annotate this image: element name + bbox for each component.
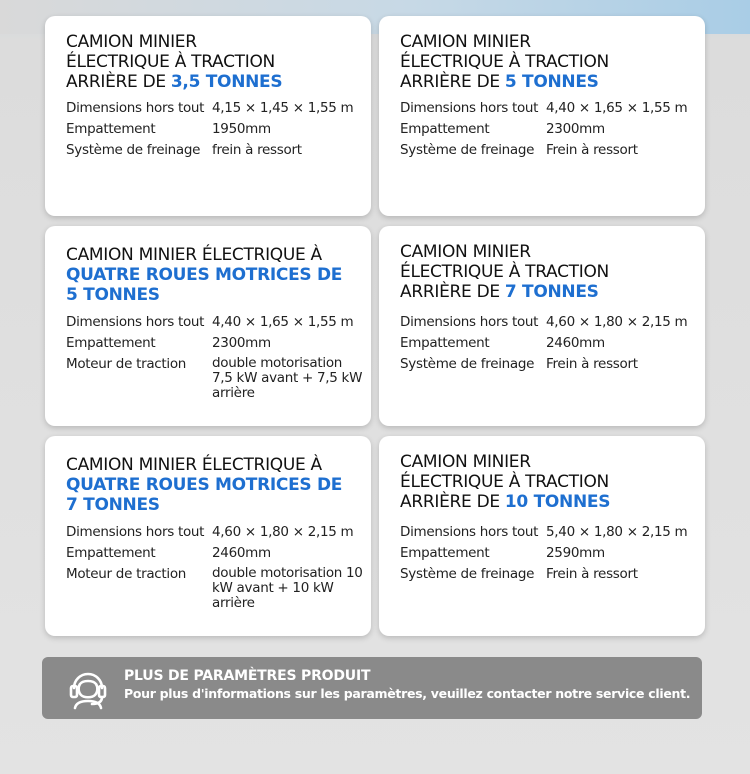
spec-row-traction-motor <box>66 356 363 406</box>
spec-row-traction-motor <box>66 566 363 616</box>
spec-value: 2460mm <box>546 335 605 351</box>
card-title: CAMION MINIER ÉLECTRIQUE À TRACTION ARRIÈRE DE 10 TONNES <box>400 452 611 512</box>
spec-value: 4,40 × 1,65 × 1,55 m <box>546 100 688 116</box>
spec-label: Dimensions hors tout <box>66 100 205 116</box>
spec-value: 2460mm <box>212 545 271 561</box>
product-card-5t-rear[interactable] <box>379 16 705 216</box>
spec-label: Empattement <box>400 545 490 561</box>
spec-value: 2300mm <box>546 121 605 137</box>
spec-value: 4,15 × 1,45 × 1,55 m <box>212 100 354 116</box>
spec-row-dimensions <box>400 314 697 335</box>
card-title: CAMION MINIER ÉLECTRIQUE À QUATRE ROUES MOTRICES DE 5 TONNES <box>66 245 343 305</box>
spec-table <box>66 314 363 406</box>
spec-value: Frein à ressort <box>546 142 638 158</box>
spec-label: Empattement <box>400 335 490 351</box>
spec-row-dimensions <box>66 314 363 335</box>
spec-row-wheelbase <box>400 545 697 566</box>
spec-value: Frein à ressort <box>546 566 638 582</box>
spec-row-wheelbase <box>400 121 697 142</box>
spec-value: frein à ressort <box>212 142 302 158</box>
card-title: CAMION MINIER ÉLECTRIQUE À TRACTION ARRIÈRE DE 7 TONNES <box>400 242 609 302</box>
product-card-7t-4wd[interactable] <box>45 436 371 636</box>
spec-label: Dimensions hors tout <box>400 314 539 330</box>
customer-service-headset-icon <box>66 666 110 710</box>
spec-label: Dimensions hors tout <box>66 524 205 540</box>
spec-label: Moteur de traction <box>66 566 187 582</box>
spec-label: Empattement <box>66 335 156 351</box>
spec-table <box>66 524 363 616</box>
spec-row-braking <box>400 142 697 163</box>
spec-label: Empattement <box>66 545 156 561</box>
spec-value: double motorisation 7,5 kW avant + 7,5 kW arrière <box>212 355 363 401</box>
spec-row-wheelbase <box>66 335 363 356</box>
spec-row-braking <box>66 142 363 163</box>
spec-value: double motorisation 10 kW avant + 10 kW arrière <box>212 565 363 611</box>
spec-label: Moteur de traction <box>66 356 187 372</box>
spec-label: Dimensions hors tout <box>66 314 205 330</box>
spec-label: Système de freinage <box>400 356 535 372</box>
spec-label: Système de freinage <box>66 142 201 158</box>
spec-row-wheelbase <box>66 121 363 142</box>
spec-label: Système de freinage <box>400 142 535 158</box>
spec-row-dimensions <box>66 100 363 121</box>
spec-label: Empattement <box>400 121 490 137</box>
spec-value: 2590mm <box>546 545 605 561</box>
more-parameters-banner[interactable] <box>42 657 702 719</box>
spec-row-dimensions <box>400 100 697 121</box>
card-title: CAMION MINIER ÉLECTRIQUE À TRACTION ARRIÈRE DE 3,5 TONNES <box>66 32 283 92</box>
spec-row-braking <box>400 356 697 377</box>
spec-table <box>400 524 697 587</box>
spec-row-dimensions <box>66 524 363 545</box>
spec-table <box>400 100 697 163</box>
spec-label: Empattement <box>66 121 156 137</box>
spec-value: Frein à ressort <box>546 356 638 372</box>
footer-text: Pour plus d'informations sur les paramètres, veuillez contacter notre service client. <box>124 686 691 701</box>
spec-row-dimensions <box>400 524 697 545</box>
spec-label: Dimensions hors tout <box>400 524 539 540</box>
product-card-5t-4wd[interactable] <box>45 226 371 426</box>
card-title: CAMION MINIER ÉLECTRIQUE À TRACTION ARRIÈRE DE 5 TONNES <box>400 32 609 92</box>
spec-row-wheelbase <box>400 335 697 356</box>
product-card-10t-rear[interactable] <box>379 436 705 636</box>
spec-value: 4,40 × 1,65 × 1,55 m <box>212 314 354 330</box>
spec-label: Système de freinage <box>400 566 535 582</box>
spec-value: 4,60 × 1,80 × 2,15 m <box>546 314 688 330</box>
spec-row-braking <box>400 566 697 587</box>
product-card-7t-rear[interactable] <box>379 226 705 426</box>
spec-value: 1950mm <box>212 121 271 137</box>
spec-row-wheelbase <box>66 545 363 566</box>
spec-value: 2300mm <box>212 335 271 351</box>
product-card-3-5t-rear[interactable] <box>45 16 371 216</box>
footer-title: PLUS DE PARAMÈTRES PRODUIT <box>124 668 371 684</box>
spec-value: 4,60 × 1,80 × 2,15 m <box>212 524 354 540</box>
spec-value: 5,40 × 1,80 × 2,15 m <box>546 524 688 540</box>
spec-label: Dimensions hors tout <box>400 100 539 116</box>
spec-table <box>400 314 697 377</box>
spec-table <box>66 100 363 163</box>
card-title: CAMION MINIER ÉLECTRIQUE À QUATRE ROUES MOTRICES DE 7 TONNES <box>66 455 343 515</box>
